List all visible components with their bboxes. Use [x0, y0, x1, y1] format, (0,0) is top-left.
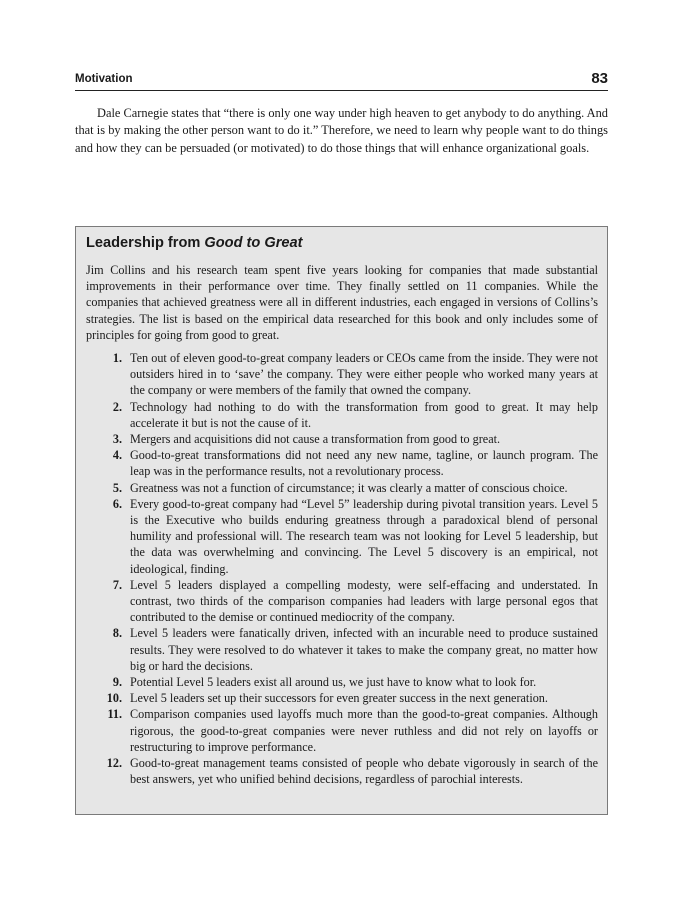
- list-item: [86, 674, 598, 690]
- item-text: Comparison companies used layoffs much more than the good-to-great companies. Although rigorous, the good-to-great companies were never ruthless and did not rely on layoffs or restructuring to improve performance.: [130, 707, 598, 754]
- item-number: 7.: [112, 577, 122, 592]
- item-number: 3.: [112, 432, 122, 447]
- list-item: [86, 399, 598, 431]
- list-item: [86, 577, 598, 626]
- item-text: Technology had nothing to do with the transformation from good to great. It may help accelerate it but is not the cause of it.: [130, 399, 598, 430]
- item-number: 6.: [112, 496, 122, 511]
- sidebar-box: [75, 226, 608, 815]
- item-text: Good-to-great management teams consisted of people who debate vigorously in search of the best answers, yet who unified behind decisions, regardless of parochial interests.: [130, 756, 598, 787]
- box-title: [86, 233, 598, 253]
- item-text: Ten out of eleven good-to-great company leaders or CEOs came from the inside. They were not outsiders hired in to ‘save’ the company. They were either people who worked many years at the company or were members of the family that owned the company.: [130, 351, 598, 398]
- box-title-prefix: Leadership from: [86, 235, 205, 251]
- item-text: Greatness was not a function of circumstance; it was clearly a matter of conscious choice.: [130, 480, 568, 495]
- item-number: 12.: [106, 756, 122, 771]
- list-item: [86, 480, 598, 496]
- item-number: 1.: [112, 351, 122, 366]
- item-text: Level 5 leaders set up their successors for even greater success in the next generation.: [130, 691, 548, 706]
- item-number: 9.: [112, 675, 122, 690]
- item-number: 8.: [112, 626, 122, 641]
- list-item: [86, 706, 598, 755]
- list-item: [86, 431, 598, 447]
- page-number: 83: [591, 70, 608, 87]
- list-item: [86, 625, 598, 674]
- principles-list: [86, 350, 598, 787]
- item-text: Mergers and acquisitions did not cause a transformation from good to great.: [130, 432, 501, 447]
- item-text: Potential Level 5 leaders exist all around us, we just have to know what to look for.: [130, 675, 537, 690]
- item-number: 2.: [112, 399, 122, 414]
- list-item: [86, 350, 598, 399]
- item-text: Good-to-great transformations did not need any new name, tagline, or launch program. The leap was in the performance results, not a revolutionary process.: [130, 448, 598, 479]
- item-text: Every good-to-great company had “Level 5” leadership during pivotal transition years. Level 5 is the Executive who builds enduring greatness through a paradoxical blend of personal humility and professional will. The research team was not looking for Level 5 leadership, but the data was overwhelming and convincing. The Level 5 discovery is an empirical, not ideological, finding.: [130, 496, 598, 576]
- item-number: 10.: [106, 691, 122, 706]
- list-item: [86, 755, 598, 787]
- item-number: 5.: [112, 480, 122, 495]
- item-text: Level 5 leaders were fanatically driven, infected with an incurable need to produce sustained results. They were resolved to do whatever it takes to make the company great, no matter how big or hard the decisions.: [130, 626, 598, 673]
- box-intro: Jim Collins and his research team spent five years looking for companies that made substantial improvements in their performance over time. They finally settled on 11 companies. While the companies that achieved greatness were all in different industries, each engaged in versions of Collins’s strategies. The list is based on the empirical data researched for this book and only includes some of principles for going from good to great.: [86, 263, 598, 342]
- intro-paragraph: Dale Carnegie states that “there is only one way under high heaven to get anybody to do anything. And that is by making the other person want to do it.” Therefore, we need to learn why people want to do things and how they can be persuaded (or motivated) to do those things that will enhance organizational goals.: [75, 106, 608, 155]
- item-text: Level 5 leaders displayed a compelling modesty, were self-effacing and understated. In contrast, two thirds of the comparison companies had leaders with large personal egos that contributed to the demise or continued mediocrity of the company.: [130, 577, 598, 625]
- running-head: Motivation: [75, 73, 133, 85]
- list-item: [86, 690, 598, 706]
- list-item: [86, 496, 598, 577]
- item-number: 4.: [112, 448, 122, 463]
- box-title-book: Good to Great: [204, 235, 303, 251]
- item-number: 11.: [107, 707, 122, 722]
- list-item: [86, 447, 598, 479]
- running-header: [75, 70, 608, 91]
